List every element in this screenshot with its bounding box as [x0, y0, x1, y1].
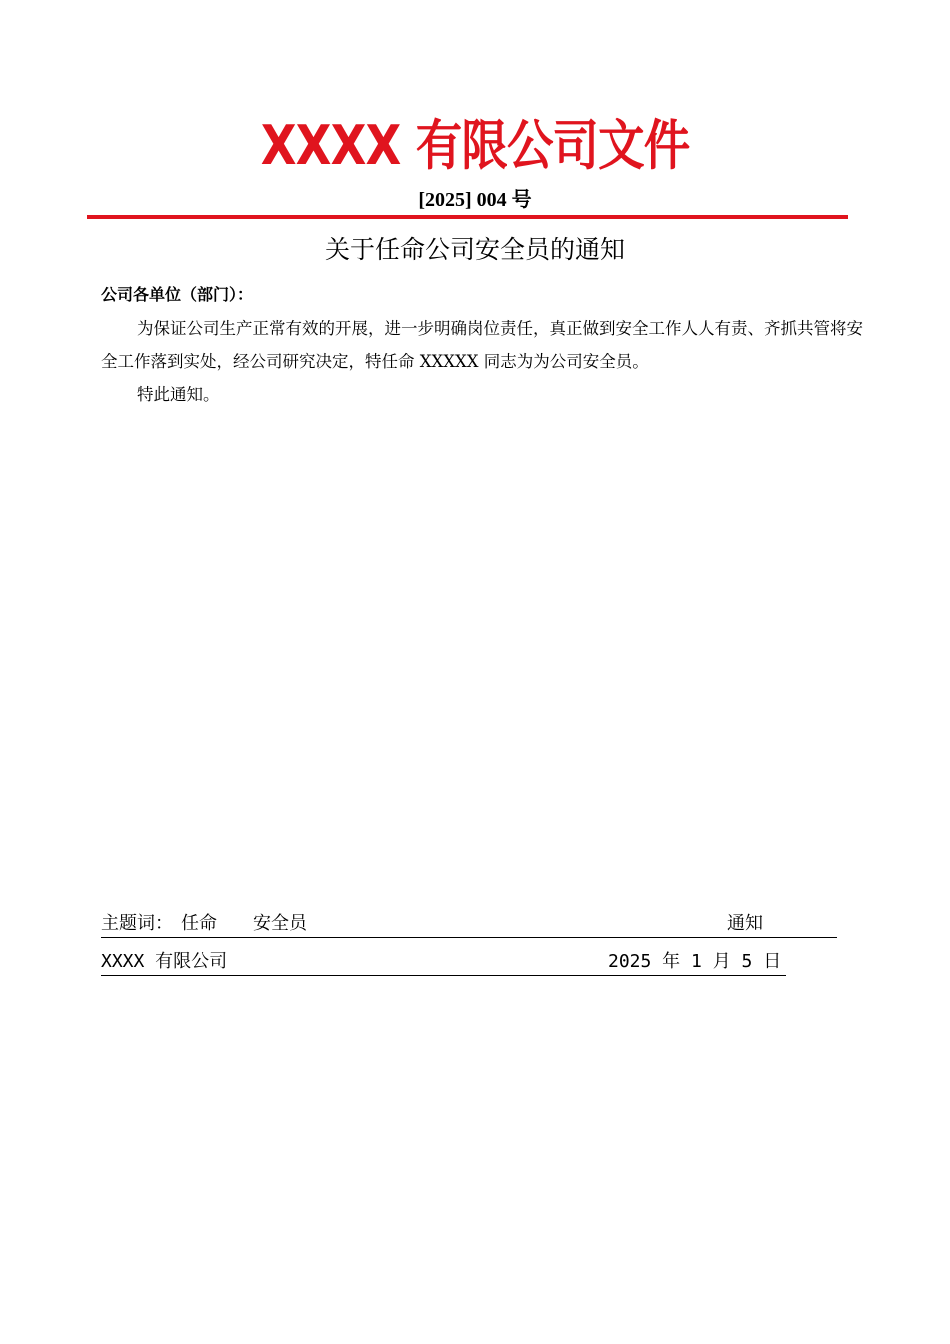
document-number: [2025] 004 号	[418, 189, 532, 211]
organization-document-title: XXXX 有限公司文件	[260, 114, 690, 177]
subject-keyword: 任命	[181, 913, 217, 934]
subject-keywords-line	[101, 911, 837, 938]
subject-label: 主题词：	[101, 913, 173, 934]
issuer-name: XXXX 有限公司	[101, 951, 228, 972]
notice-title: 关于任命公司安全员的通知	[324, 235, 625, 264]
salutation: 公司各单位（部门）：	[101, 285, 254, 304]
notice-body: 为保证公司生产正常有效的开展，进一步明确岗位责任，真正做到安全工作人人有责、齐抓共管将安全工作落到实处，经公司研究决定，特任命 XXXXX 同志为为公司安全员。	[101, 319, 863, 371]
subject-keyword: 安全员	[253, 913, 307, 934]
red-header-rule	[87, 215, 848, 219]
closing-line: 特此通知。	[137, 385, 220, 404]
issue-date: 2025 年 1 月 5 日	[608, 951, 782, 972]
issuer-date-line	[101, 949, 786, 976]
subject-keyword: 通知	[727, 913, 763, 934]
